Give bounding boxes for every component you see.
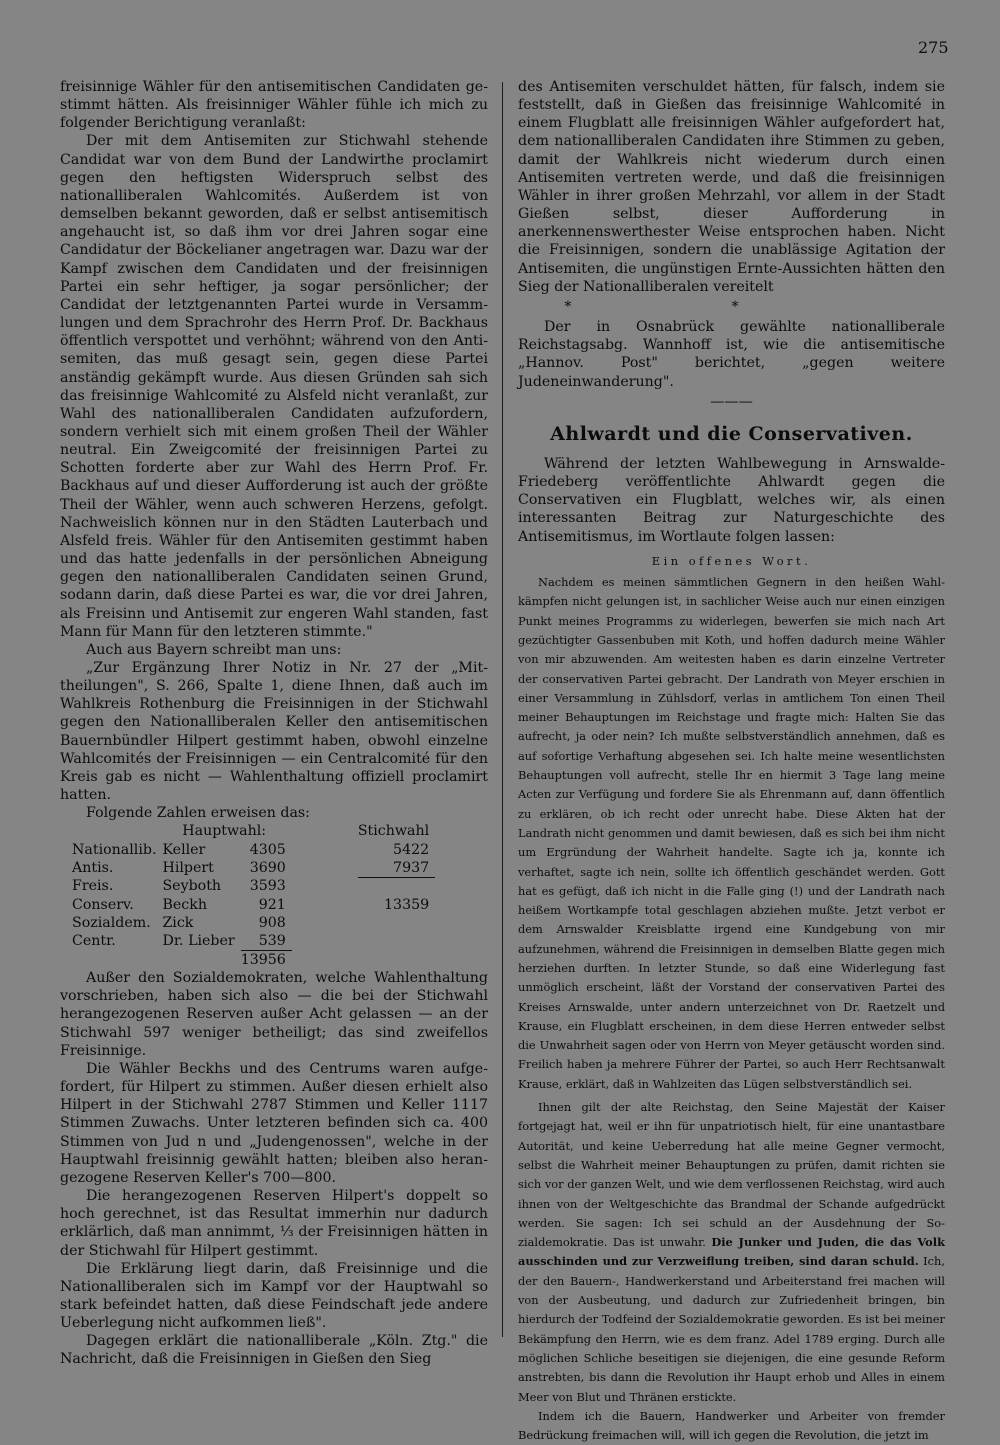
run-cell xyxy=(358,877,435,895)
votes-table xyxy=(72,822,435,969)
paragraph: Außer den Sozialdemokraten, welche Wahlenthaltung vorschrieben, haben sich also — die bei der Stichwahl herangezogenen Reserven außer Acht gelassen — an der Stichwahl 597 weniger betheiligt; das sind zweifellos Freisinnige. xyxy=(60,970,488,1059)
party-cell: Conserv. xyxy=(72,896,134,913)
paragraph: Indem ich die Bauern, Handwerker und Arbeiter von fremder Bedrückung freimachen will, will ich gegen die Revolution, die jetzt im xyxy=(518,1408,945,1443)
subheading: Ein offenes Wort. xyxy=(651,553,812,568)
paragraph: des Antisemiten verschuldet hätten, für falsch, indem sie feststellt, daß in Gießen das freisinnige Wahlcomité in einem Flugblatt alle freisinnigen Wähler aufgefordert hat, dem nationalliberalen Candidaten ihre Stimmen zu geben, damit der Wahlkreis nicht wiederum durch einen Antisemiten vertreten werde, und daß die freisinnigen Wähler in ihrer großen Mehrzahl, vor allem in der Stadt Gießen selbst, dieser Aufforderung in anerkennenswerthester Weise entsprochen haben. Nicht die Freisinnigen, sondern die unablässige Agitation der Antisemiten, die ungünstigen Ernte-Aussichten hätten den Sieg der Nationalliberalen vereitelt xyxy=(518,79,945,295)
party-cell: Centr. xyxy=(72,933,116,950)
main-cell: 908 xyxy=(258,914,286,931)
main-cell: 539 xyxy=(241,932,292,951)
table-row xyxy=(72,841,435,859)
table-row xyxy=(72,914,435,932)
right-column xyxy=(518,78,945,1445)
run-cell: 5422 xyxy=(393,841,430,858)
table-row xyxy=(72,932,435,951)
paragraph-text: Ihnen gilt der alte Reichstag, den Seine Majestät der Kaiser fortgejagt hat, weil er ihn für unpatriotisch hielt, für eine unantastbare Autorität, und keine Ueberredung hat alle meine Gegner vermocht, selbst die Wahrheit meiner Behauptungen zu prüfen, damit richten sie sich vor der ganzen Welt, und wie dem verflossenen Reichstag, wird auch ihnen von der Weltgeschichte das Brandmal der Schande aufgedrückt werden. Sie sagen: Ich sei schuld an der Ausdehnung der Sozialdemokratie. Das ist unwahr. xyxy=(518,1100,945,1250)
column-divider xyxy=(502,82,503,1337)
table-total-row xyxy=(72,951,435,970)
paragraph: Die Erklärung liegt darin, daß Freisinnige und die Nationalliberalen sich im Kampf vor der Hauptwahl so stark befeindet hatten, daß diese Feindschaft jede andere Ueberlegung nicht aufkommen ließ". xyxy=(60,1260,488,1332)
header-main: Hauptwahl: xyxy=(182,823,267,840)
name-cell: Beckh xyxy=(162,896,207,913)
page-number: 275 xyxy=(918,38,949,57)
name-cell: Seyboth xyxy=(162,878,222,895)
table-row xyxy=(72,859,435,878)
main-cell: 4305 xyxy=(249,841,286,858)
paragraph: Der in Osnabrück gewählte nationalliberale Reichstagsabg. Wannhoff ist, wie die antisemitische „Hannov. Post" berichtet, „gegen weitere Judeneinwanderung". xyxy=(518,319,945,390)
star: * xyxy=(564,298,732,315)
table-row xyxy=(72,896,435,914)
left-column xyxy=(60,78,488,1369)
run-cell xyxy=(358,914,435,932)
paragraph: Der mit dem Antisemiten zur Stichwahl stehende Candidat war von dem Bund der Landwirthe proclamirt gegen den heftigsten Widerspruch selbst des nationalliberalen Wahlcomités. Außerdem ist von demselben bekannt geworden, daß er selbst antisemitisch angehaucht ist, so daß ihm vor drei Jahren sogar eine Candidatur der Böckelianer angetragen war. Dazu war der Kampf zwischen dem Candidaten und der freisinnigen Partei ein sehr heftiger, ja sogar persönlicher; der Candidat der letztgenannten Partei wurde in Versammlungen und dem Sprachrohr des Herrn Prof. Dr. Backhaus öffentlich verspottet und verhöhnt; während von den Antisemiten, das muß gesagt sein, gegen diese Partei anständig gekämpft wurde. Aus diesen Gründen sah sich das freisinnige Wahlcomité zu Alsfeld nicht veranlaßt, zur Wahl des nationalliberalen Candidaten aufzufordern, sondern verhielt sich mit einem großen Theil der Wähler neutral. Ein Zweigcomité der freisinnigen Partei zu Schotten forderte aber zur Wahl des Herrn Prof. Fr. Backhaus auf und dieser Aufforderung ist auch der größte Theil der Wähler, wenn auch schweren Herzens, gefolgt. Nachweislich können nur in den Städten Lauterbach und Alsfeld freis. Wähler für den Antisemiten gestimmt haben und das hatte jedenfalls in der persönlichen Abneigung gegen den nationalliberalen Candidaten seinen Grund, sodann darin, daß diese Partei es war, die vor drei Jahren, als Freisinn und Antisemit zur engeren Wahl standen, fast Mann für Mann für den letzteren stimmte." xyxy=(60,133,488,640)
star: * xyxy=(731,298,899,315)
paragraph: Auch aus Bayern schreibt man uns: xyxy=(86,641,342,658)
name-cell: Hilpert xyxy=(162,859,214,876)
paragraph: Die Wähler Beckhs und des Centrums waren aufgefordert, für Hilpert zu stimmen. Außer diesen erhielt also Hilpert in der Stichwahl 2787 Stimmen und Keller 1117 Stimmen Zuwachs. Unter letzteren befinden sich ca. 400 Stimmen von Jud n und „Judengenossen", welche in der Hauptwahl freisinnig gewählt hatten; bleiben also herangezogene Reserven Keller's 700—800. xyxy=(60,1060,488,1186)
name-cell: Keller xyxy=(162,841,206,858)
main-cell: 921 xyxy=(258,896,286,913)
name-cell: Dr. Lieber xyxy=(162,933,235,950)
paragraph: Folgende Zahlen erweisen das: xyxy=(86,805,310,822)
table-header-row xyxy=(72,822,435,840)
paragraph: Während der letzten Wahlbewegung in Arnswalde-Friedeberg veröffentlichte Ahlwardt gegen die Conservativen ein Flugblatt, welches wir, als einen interessanten Beitrag zur Naturgeschichte des Antisemitismus, im Wortlaute folgen lassen: xyxy=(518,455,945,545)
paragraph-text: Ich, der den Bauern-, Handwerkerstand und Arbeiterstand frei machen will von der Ausbeutung, und dadurch zur Zufriedenheit bringen, bin hierdurch der Todfeind der Sozialdemokratie geworden. Es ist bei meiner Bekämpfung den Herrn, wie es dem franz. Adel 1789 erging. Durch alle möglichen Schliche beseitigen sie diejenigen, die eine gesunde Reform anstrebten, bis dann die Revolution ihr Haupt erhob und Alles in einem Meer von Blut und Thränen erstickte. xyxy=(518,1254,945,1404)
paragraph: Nachdem es meinen sämmtlichen Gegnern in den heißen Wahlkämpfen nicht gelungen ist, in sachlicher Weise auch nur einen einzigen Punkt meines Programms zu widerlegen, bewerfen sie mich nach Art gezüchtigter Gassenbuben mit Koth, und hoffen dadurch meine Wähler von mir abzuwenden. Am weitesten haben es darin einzelne Vertreter der conservativen Partei gebracht. Der Landrath von Meyer erschien in einer Versammlung in Zühlsdorf, verlas in amtlichem Ton einen Theil meiner Behauptungen im Reichstage und fragte mich: Halten Sie das aufrecht, ja oder nein? Ich mußte selbstverständlich annehmen, daß es auf sofortige Verhaftung abgesehen sei. Ich halte meine wesentlichsten Behauptungen voll aufrecht, stelle Ihr en hiermit 3 Tage lang meine Acten zur Verfügung und fordere Sie als Ehrenmann auf, dann öffentlich zu erklären, ob ich recht oder unrecht habe. Diese Akten hat der Landrath nicht genommen und damit bewiesen, daß es sich bei ihm nicht um Ergründung der Wahrheit handelte. Sagte ich ja, konnte ich verhaftet, sagte ich nein, sollte ich öffentlich geschändet werden. Gott hat es gefügt, daß ich nicht in die Falle ging (!) und der Landrath nach heißem Wortkampfe total geschlagen abziehen mußte. Jetzt verbot er dem Arnswalder Kreisblatte irgend eine Kundgebung von mir aufzunehmen, während die Freisinnigen in demselben Blatte gegen mich herziehen durften. In letzter Stunde, so daß eine Widerlegung fast unmöglich erscheint, läßt der Vorstand der conservativen Partei des Kreises Arnswalde, unter andern unterzeichnet von Dr. Raetzelt und Krause, ein Flugblatt erscheinen, in dem diese Herren entweder selbst die Unwahrheit sagen oder von Herrn von Meyer getäuscht worden sind. Freilich haben ja mehrere Führer der Partei, so auch Herr Rechtsanwalt Krause, erklärt, daß in Wahlzeiten das Lügen selbstverständlich sei. xyxy=(518,575,945,1091)
dash-separator: ——— xyxy=(710,393,753,410)
run-cell: 7937 xyxy=(358,859,435,878)
paragraph: „Zur Ergänzung Ihrer Notiz in Nr. 27 der „Mittheilungen", S. 266, Spalte 1, diene Ihnen, daß auch im Wahlkreis Rothenburg die Freisinnigen in der Stichwahl gegen den Nationalliberalen Keller den antisemitischen Bauernbündler Hilpert gestimmt haben, obwohl einzelne Wahlcomités der Freisinnigen — ein Centralcomité für den Kreis gab es nicht — Wahlenthaltung offiziell proclamirt hatten. xyxy=(60,660,488,804)
party-cell: Antis. xyxy=(72,859,114,876)
party-cell: Nationallib. xyxy=(72,841,157,858)
paragraph: Die herangezogenen Reserven Hilpert's doppelt so hoch gerechnet, ist das Resultat immerhin nur dadurch erklärlich, daß man annimmt, ⅓ der Freisinnigen hätten in der Stichwahl für Hilpert gestimmt. xyxy=(60,1188,488,1259)
main-cell: 3593 xyxy=(249,878,286,895)
table-row xyxy=(72,877,435,895)
total-main: 13956 xyxy=(240,952,286,968)
main-cell: 3690 xyxy=(249,859,286,876)
run-cell xyxy=(358,932,435,951)
party-cell: Freis. xyxy=(72,878,114,895)
name-cell: Zick xyxy=(162,914,194,931)
run-cell: 13359 xyxy=(384,896,430,913)
party-cell: Sozialdem. xyxy=(72,914,151,931)
star-separator xyxy=(518,298,945,316)
article-heading: Ahlwardt und die Conservativen. xyxy=(550,422,913,445)
bold-phrase: Die Junker und Juden, die das Volk ausschinden und zur Verzweiflung treiben, sind daran schuld. xyxy=(518,1235,945,1269)
paragraph: Dagegen erklärt die nationalliberale „Köln. Ztg." die Nachricht, daß die Freisinnigen in Gießen den Sieg xyxy=(60,1333,488,1368)
paragraph: freisinnige Wähler für den antisemitischen Candidaten gestimmt hätten. Als freisinniger Wähler fühle ich mich zu folgender Berichtigung veranlaßt: xyxy=(60,79,488,132)
header-run: Stichwahl xyxy=(357,823,430,840)
